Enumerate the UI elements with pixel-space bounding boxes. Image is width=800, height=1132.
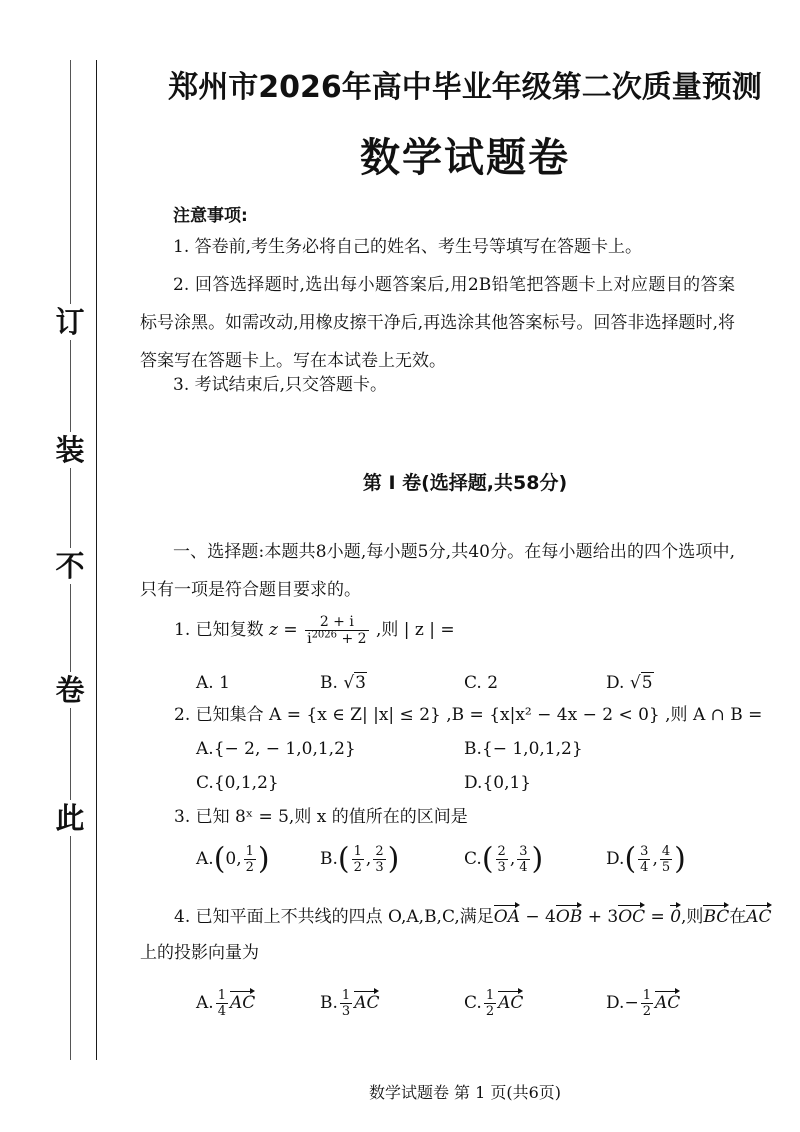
fraction-denominator: 3: [497, 860, 506, 875]
question-text: 已知平面上不共线的四点 O,A,B,C,满足: [195, 907, 494, 927]
fraction-numerator: 4: [661, 844, 671, 859]
option-value: 1: [219, 673, 230, 693]
interval-right: [517, 844, 529, 875]
option-label: D.: [606, 673, 625, 693]
option-value: 5: [641, 673, 653, 693]
option-label: D.: [606, 849, 625, 869]
option-label: C.: [464, 993, 482, 1013]
fraction-denominator: 3: [375, 860, 384, 875]
fraction-numerator: 2: [375, 844, 384, 859]
fraction-numerator: 3: [640, 844, 649, 859]
notice-item-3: 3. 考试结束后,只交答题卡。: [173, 375, 388, 395]
coefficient-text: − 4: [520, 907, 556, 927]
option-label: A.: [196, 673, 214, 693]
question-suffix: ,则 | z | =: [375, 620, 455, 640]
fraction-denominator: 2: [485, 1004, 495, 1019]
binding-char-bu: 不: [48, 548, 92, 584]
fraction-numerator: 1: [217, 988, 226, 1003]
fraction-denominator: [305, 630, 368, 647]
fraction-numerator: 3: [519, 844, 528, 859]
fraction-denominator: 3: [341, 1004, 351, 1019]
denominator-exponent: 2026: [311, 629, 338, 641]
q1-option-a: [196, 670, 230, 696]
binding-line-outer: [96, 60, 97, 1060]
option-label: B.: [320, 849, 338, 869]
option-value: {0,1,2}: [213, 773, 279, 793]
q2-option-b: [464, 736, 583, 762]
q4-option-b: [320, 988, 379, 1019]
option-fraction: [216, 988, 228, 1019]
vector-ac: AC: [354, 990, 379, 1016]
right-paren: ): [674, 841, 686, 877]
left-paren: (: [337, 841, 350, 877]
coefficient-text: + 3: [582, 907, 619, 927]
notice-item-1: 1. 答卷前,考生务必将自己的姓名、考生号等填写在答题卡上。: [173, 237, 643, 257]
fraction-numerator: 1: [485, 988, 495, 1003]
binding-char-ci: 此: [48, 800, 92, 836]
fraction-denominator: 5: [661, 860, 671, 875]
fraction-denominator: 4: [217, 1004, 226, 1019]
notice-item-2: 2. 回答选择题时,选出每小题答案后,用2B铅笔把答题卡上对应题目的答案标号涂黑。如需改动,用橡皮擦干净后,再选涂其他答案标号。回答非选择题时,将答案写在答题卡上。写在本试卷上无效。: [140, 275, 735, 371]
option-sign: −: [624, 993, 639, 1013]
variable-z: z: [269, 620, 279, 640]
equals-sign: =: [645, 907, 671, 927]
q1-option-d: [606, 670, 654, 696]
question-2: [174, 702, 762, 728]
q2-option-a: [196, 736, 356, 762]
question-text: ,则: [681, 907, 704, 927]
question-text: 已知集合 A = {x ∈ Z| |x| ≤ 2} ,B = {x|x² − 4x − 2 < 0} ,则 A ∩ B =: [195, 705, 763, 725]
option-value: 2: [487, 673, 499, 693]
fraction-numerator: 1: [341, 988, 351, 1003]
option-value: {− 1,0,1,2}: [481, 739, 583, 759]
equals-sign: =: [283, 620, 298, 640]
fraction-numerator: 2 + i: [319, 614, 354, 630]
q1-option-b: [320, 670, 367, 696]
interval-left: [638, 844, 650, 875]
fraction-denominator: 2: [353, 860, 362, 875]
fraction-denominator: 4: [640, 860, 649, 875]
binding-char-ding: 订: [48, 304, 92, 340]
question-number: 1.: [174, 620, 191, 640]
option-value: {− 2, − 1,0,1,2}: [213, 739, 356, 759]
option-label: B.: [320, 993, 338, 1013]
section-instruction: 一、选择题:本题共8小题,每小题5分,共40分。在每小题给出的四个选项中,只有一项是符合题目要求的。: [140, 542, 735, 600]
left-paren: (: [213, 841, 226, 877]
option-label: C.: [464, 673, 482, 693]
option-value: {0,1}: [482, 773, 532, 793]
q3-option-b: B.( $\frac{1}{2}$ , $\frac{2}{3}$ ): [320, 841, 400, 877]
exam-subtitle: 数学试题卷: [360, 135, 570, 181]
binding-char-zhuang: 装: [48, 432, 92, 468]
q3-option-a: A.(0, $\frac{1}{2}$ ): [196, 841, 270, 877]
question-4: [174, 904, 772, 930]
vector-ac: AC: [655, 990, 680, 1016]
fraction-numerator: 1: [642, 988, 651, 1003]
question-text: 已知 8ˣ = 5,则 x 的值所在的区间是: [195, 807, 468, 827]
binding-margin: [0, 0, 130, 1132]
sqrt-sign: √3: [343, 673, 366, 693]
q4-option-a: [196, 988, 255, 1019]
fraction-denominator: 2: [642, 1004, 651, 1019]
left-paren: (: [624, 841, 637, 877]
vector-bc: BC: [703, 904, 729, 930]
interval-left: [352, 844, 364, 875]
vector-ob: OB: [556, 904, 582, 930]
fraction-denominator: 2: [245, 860, 254, 875]
option-label: C.: [196, 773, 214, 793]
q2-option-c: [196, 770, 279, 796]
option-label: D.: [606, 993, 625, 1013]
binding-char-juan: 卷: [48, 672, 92, 708]
denominator-base: i: [307, 631, 312, 647]
question-number: 3.: [174, 807, 191, 827]
fraction-numerator: 1: [353, 844, 362, 859]
option-label: C.: [464, 849, 482, 869]
option-label: A.: [196, 849, 214, 869]
question-4-line-2: 上的投影向量为: [140, 943, 259, 963]
fraction-numerator: 2: [497, 844, 506, 859]
interval-right: [373, 844, 385, 875]
q4-option-c: [464, 988, 523, 1019]
vector-oa: OA: [494, 904, 520, 930]
sqrt-sign: √5: [629, 673, 653, 693]
q4-option-d: [606, 988, 680, 1019]
fraction-denominator: 4: [519, 860, 528, 875]
q3-option-d: D.( $\frac{3}{4}$ , $\frac{4}{5}$ ): [606, 841, 686, 877]
option-label: B.: [464, 739, 482, 759]
zero-vector: 0: [670, 904, 681, 930]
question-number: 2.: [174, 705, 191, 725]
interval-left: 0: [225, 849, 237, 869]
option-fraction: [484, 988, 496, 1019]
question-text: 在: [729, 907, 747, 927]
option-fraction: [641, 988, 653, 1019]
question-3: [174, 804, 468, 830]
left-paren: (: [481, 841, 494, 877]
page-footer: 数学试题卷 第 1 页(共6页): [368, 1083, 562, 1102]
interval-right: [660, 844, 672, 875]
fraction: [305, 614, 368, 647]
question-1: [174, 614, 455, 647]
question-number: 4.: [174, 907, 191, 927]
exam-title: 郑州市2026年高中毕业年级第二次质量预测: [168, 70, 762, 105]
option-fraction: [340, 988, 352, 1019]
fraction-numerator: 1: [245, 844, 254, 859]
right-paren: ): [531, 841, 544, 877]
option-label: B.: [320, 673, 338, 693]
notice-heading: 注意事项:: [173, 206, 248, 226]
right-paren: ): [257, 841, 270, 877]
option-label: A.: [196, 739, 214, 759]
vector-ac: AC: [746, 904, 771, 930]
option-label: D.: [464, 773, 483, 793]
q2-option-d: [464, 770, 531, 796]
q3-option-c: C.( $\frac{2}{3}$ , $\frac{3}{4}$ ): [464, 841, 544, 877]
option-value: 3: [355, 673, 366, 693]
vector-ac: AC: [230, 990, 255, 1016]
vector-oc: OC: [618, 904, 645, 930]
q1-option-c: [464, 670, 498, 696]
option-label: A.: [196, 993, 214, 1013]
interval-left: [496, 844, 508, 875]
interval-right: [244, 844, 256, 875]
vector-ac: AC: [498, 990, 523, 1016]
section-title: 第 Ⅰ 卷(选择题,共58分): [362, 472, 568, 494]
right-paren: ): [387, 841, 400, 877]
question-text: 已知复数: [195, 620, 264, 640]
denominator-rest: + 2: [337, 631, 367, 647]
